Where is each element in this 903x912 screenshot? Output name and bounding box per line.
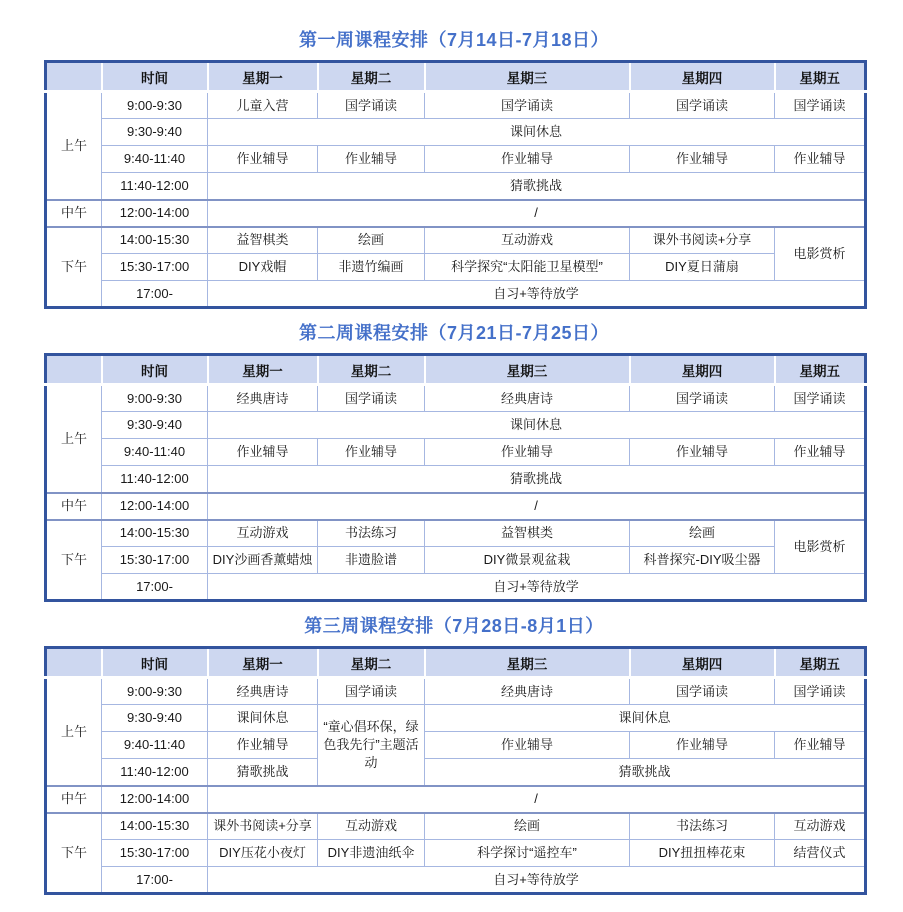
subject-cell: 科普探究-DIY吸尘器 xyxy=(630,547,775,574)
subject-cell: 国学诵读 xyxy=(318,678,425,705)
header-row xyxy=(46,648,866,678)
week-1-section xyxy=(44,26,903,309)
column-header-monday: 星期一 xyxy=(208,62,318,92)
table-row xyxy=(46,119,866,146)
time-cell: 12:00-14:00 xyxy=(102,786,208,813)
period-cell: 下午 xyxy=(46,813,102,894)
table-row xyxy=(46,439,866,466)
subject-cell: 作业辅导 xyxy=(425,732,630,759)
subject-cell: 课外书阅读+分享 xyxy=(208,813,318,840)
week-2-section xyxy=(44,319,903,602)
period-cell: 中午 xyxy=(46,786,102,813)
period-cell: 上午 xyxy=(46,92,102,200)
column-header-wednesday: 星期三 xyxy=(425,62,630,92)
column-header-tuesday: 星期二 xyxy=(318,355,425,385)
time-cell: 17:00- xyxy=(102,867,208,894)
column-header-friday: 星期五 xyxy=(775,648,866,678)
subject-cell: “童心倡环保，绿色我先行”主题活动 xyxy=(318,705,425,786)
time-cell: 9:30-9:40 xyxy=(102,705,208,732)
table-row xyxy=(46,520,866,547)
subject-cell: 科学探讨“遥控车” xyxy=(425,840,630,867)
column-header-thursday: 星期四 xyxy=(630,62,775,92)
subject-cell: 作业辅导 xyxy=(208,439,318,466)
table-row xyxy=(46,574,866,601)
subject-cell: 绘画 xyxy=(630,520,775,547)
subject-cell: 经典唐诗 xyxy=(425,678,630,705)
subject-cell: 自习+等待放学 xyxy=(208,574,866,601)
subject-cell: 结营仪式 xyxy=(775,840,866,867)
table-row xyxy=(46,466,866,493)
subject-cell: 作业辅导 xyxy=(630,439,775,466)
subject-cell: 益智棋类 xyxy=(208,227,318,254)
subject-cell: 益智棋类 xyxy=(425,520,630,547)
header-row xyxy=(46,62,866,92)
time-cell: 12:00-14:00 xyxy=(102,493,208,520)
time-cell: 14:00-15:30 xyxy=(102,813,208,840)
table-row xyxy=(46,732,866,759)
subject-cell: 电影赏析 xyxy=(775,227,866,281)
time-cell: 9:30-9:40 xyxy=(102,119,208,146)
subject-cell: 作业辅导 xyxy=(775,732,866,759)
time-cell: 9:00-9:30 xyxy=(102,678,208,705)
column-header-period xyxy=(46,355,102,385)
table-row xyxy=(46,200,866,227)
subject-cell: 课间休息 xyxy=(208,705,318,732)
week-2-schedule-table xyxy=(44,353,867,602)
subject-cell: DIY戏帽 xyxy=(208,254,318,281)
subject-cell: 作业辅导 xyxy=(425,439,630,466)
column-header-monday: 星期一 xyxy=(208,648,318,678)
column-header-tuesday: 星期二 xyxy=(318,62,425,92)
time-cell: 11:40-12:00 xyxy=(102,466,208,493)
time-cell: 9:40-11:40 xyxy=(102,439,208,466)
subject-cell: 经典唐诗 xyxy=(208,385,318,412)
subject-cell: 非遗竹编画 xyxy=(318,254,425,281)
period-cell: 中午 xyxy=(46,493,102,520)
column-header-thursday: 星期四 xyxy=(630,648,775,678)
subject-cell: 国学诵读 xyxy=(630,678,775,705)
column-header-wednesday: 星期三 xyxy=(425,648,630,678)
table-row xyxy=(46,867,866,894)
column-header-period xyxy=(46,648,102,678)
table-row xyxy=(46,281,866,308)
subject-cell: 国学诵读 xyxy=(318,92,425,119)
subject-cell: DIY非遗油纸伞 xyxy=(318,840,425,867)
subject-cell: 课外书阅读+分享 xyxy=(630,227,775,254)
table-row xyxy=(46,840,866,867)
subject-cell: DIY扭扭棒花束 xyxy=(630,840,775,867)
week-2-title: 第二周课程安排（7月21日-7月25日） xyxy=(298,323,610,343)
subject-cell: 互动游戏 xyxy=(208,520,318,547)
table-row xyxy=(46,786,866,813)
subject-cell: 国学诵读 xyxy=(775,92,866,119)
subject-cell: 电影赏析 xyxy=(775,520,866,574)
subject-cell: 书法练习 xyxy=(630,813,775,840)
table-row xyxy=(46,92,866,119)
subject-cell: 国学诵读 xyxy=(318,385,425,412)
subject-cell: 猜歌挑战 xyxy=(208,466,866,493)
table-row xyxy=(46,759,866,786)
time-cell: 15:30-17:00 xyxy=(102,254,208,281)
subject-cell: 自习+等待放学 xyxy=(208,281,866,308)
subject-cell: 互动游戏 xyxy=(425,227,630,254)
time-cell: 11:40-12:00 xyxy=(102,173,208,200)
time-cell: 9:00-9:30 xyxy=(102,92,208,119)
subject-cell: DIY沙画香薰蜡烛 xyxy=(208,547,318,574)
table-row xyxy=(46,173,866,200)
subject-cell: 国学诵读 xyxy=(775,385,866,412)
time-cell: 11:40-12:00 xyxy=(102,759,208,786)
period-cell: 下午 xyxy=(46,520,102,601)
subject-cell: 猜歌挑战 xyxy=(208,759,318,786)
subject-cell: 猜歌挑战 xyxy=(208,173,866,200)
period-cell: 上午 xyxy=(46,678,102,786)
column-header-wednesday: 星期三 xyxy=(425,355,630,385)
week-1-title: 第一周课程安排（7月14日-7月18日） xyxy=(298,30,610,50)
subject-cell: 国学诵读 xyxy=(630,92,775,119)
subject-cell: 课间休息 xyxy=(208,119,866,146)
period-cell: 中午 xyxy=(46,200,102,227)
subject-cell: 书法练习 xyxy=(318,520,425,547)
subject-cell: DIY微景观盆栽 xyxy=(425,547,630,574)
subject-cell: 科学探究“太阳能卫星模型” xyxy=(425,254,630,281)
subject-cell: 自习+等待放学 xyxy=(208,867,866,894)
subject-cell: 作业辅导 xyxy=(630,732,775,759)
subject-cell: DIY夏日蒲扇 xyxy=(630,254,775,281)
subject-cell: 作业辅导 xyxy=(208,146,318,173)
time-cell: 15:30-17:00 xyxy=(102,840,208,867)
subject-cell: 课间休息 xyxy=(208,412,866,439)
subject-cell: 绘画 xyxy=(425,813,630,840)
table-row xyxy=(46,493,866,520)
column-header-time: 时间 xyxy=(102,62,208,92)
column-header-time: 时间 xyxy=(102,648,208,678)
time-cell: 17:00- xyxy=(102,281,208,308)
week-3-section xyxy=(44,612,903,895)
column-header-time: 时间 xyxy=(102,355,208,385)
time-cell: 12:00-14:00 xyxy=(102,200,208,227)
column-header-thursday: 星期四 xyxy=(630,355,775,385)
subject-cell: / xyxy=(208,493,866,520)
table-row xyxy=(46,705,866,732)
column-header-monday: 星期一 xyxy=(208,355,318,385)
time-cell: 9:40-11:40 xyxy=(102,146,208,173)
table-row xyxy=(46,146,866,173)
time-cell: 9:30-9:40 xyxy=(102,412,208,439)
header-row xyxy=(46,355,866,385)
subject-cell: 作业辅导 xyxy=(630,146,775,173)
subject-cell: DIY压花小夜灯 xyxy=(208,840,318,867)
subject-cell: 作业辅导 xyxy=(775,146,866,173)
subject-cell: 作业辅导 xyxy=(208,732,318,759)
table-row xyxy=(46,254,866,281)
column-header-friday: 星期五 xyxy=(775,355,866,385)
subject-cell: 儿童入营 xyxy=(208,92,318,119)
column-header-friday: 星期五 xyxy=(775,62,866,92)
subject-cell: 课间休息 xyxy=(425,705,866,732)
subject-cell: 非遗脸谱 xyxy=(318,547,425,574)
table-row xyxy=(46,547,866,574)
time-cell: 14:00-15:30 xyxy=(102,227,208,254)
column-header-period xyxy=(46,62,102,92)
subject-cell: 互动游戏 xyxy=(318,813,425,840)
subject-cell: 国学诵读 xyxy=(775,678,866,705)
subject-cell: 猜歌挑战 xyxy=(425,759,866,786)
time-cell: 9:00-9:30 xyxy=(102,385,208,412)
table-row xyxy=(46,813,866,840)
subject-cell: 作业辅导 xyxy=(318,146,425,173)
week-1-schedule-table xyxy=(44,60,867,309)
table-row xyxy=(46,412,866,439)
subject-cell: 作业辅导 xyxy=(775,439,866,466)
subject-cell: 作业辅导 xyxy=(425,146,630,173)
table-row xyxy=(46,227,866,254)
subject-cell: 经典唐诗 xyxy=(208,678,318,705)
time-cell: 9:40-11:40 xyxy=(102,732,208,759)
week-3-title: 第三周课程安排（7月28日-8月1日） xyxy=(304,616,604,636)
subject-cell: 作业辅导 xyxy=(318,439,425,466)
table-row xyxy=(46,678,866,705)
column-header-tuesday: 星期二 xyxy=(318,648,425,678)
subject-cell: 互动游戏 xyxy=(775,813,866,840)
time-cell: 15:30-17:00 xyxy=(102,547,208,574)
subject-cell: / xyxy=(208,786,866,813)
subject-cell: 经典唐诗 xyxy=(425,385,630,412)
week-3-schedule-table xyxy=(44,646,867,895)
time-cell: 17:00- xyxy=(102,574,208,601)
time-cell: 14:00-15:30 xyxy=(102,520,208,547)
subject-cell: / xyxy=(208,200,866,227)
subject-cell: 国学诵读 xyxy=(630,385,775,412)
period-cell: 上午 xyxy=(46,385,102,493)
period-cell: 下午 xyxy=(46,227,102,308)
table-row xyxy=(46,385,866,412)
subject-cell: 国学诵读 xyxy=(425,92,630,119)
subject-cell: 绘画 xyxy=(318,227,425,254)
